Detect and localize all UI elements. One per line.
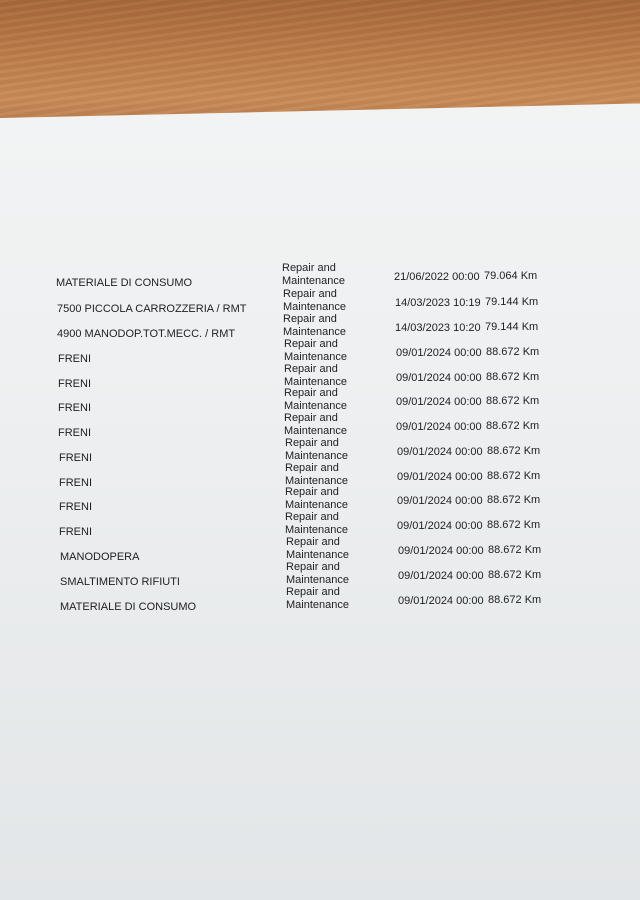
record-date: 14/03/2023 10:19 (395, 297, 481, 309)
record-mileage: 88.672 Km (487, 494, 541, 506)
record-category-line-2: Maintenance (286, 573, 349, 586)
record-category-line-2: Maintenance (283, 325, 346, 338)
record-description: FRENI (58, 402, 91, 414)
record-category (283, 313, 346, 338)
record-category-line-2: Maintenance (285, 523, 348, 536)
record-category-line-2: Maintenance (285, 498, 348, 511)
record-category-line-1: Repair and (286, 561, 340, 573)
record-category-line-1: Repair and (285, 511, 339, 523)
record-description: 4900 MANODOP.TOT.MECC. / RMT (57, 328, 236, 340)
record-mileage: 88.672 Km (486, 371, 540, 383)
record-mileage: 79.144 Km (485, 296, 539, 308)
record-date: 09/01/2024 00:00 (397, 520, 483, 532)
record-description: 7500 PICCOLA CARROZZERIA / RMT (57, 303, 247, 315)
record-mileage: 88.672 Km (487, 445, 541, 457)
record-mileage: 88.672 Km (486, 420, 540, 432)
record-mileage: 88.672 Km (488, 594, 542, 606)
record-date: 09/01/2024 00:00 (396, 396, 482, 408)
record-description: MATERIALE DI CONSUMO (56, 277, 193, 289)
record-category (286, 586, 349, 611)
record-category-line-2: Maintenance (284, 375, 347, 388)
record-date: 09/01/2024 00:00 (397, 446, 483, 458)
record-description: MANODOPERA (60, 551, 140, 563)
record-description: FRENI (58, 378, 91, 390)
record-category-line-2: Maintenance (284, 350, 347, 363)
record-mileage: 79.064 Km (484, 270, 538, 282)
record-category (284, 387, 347, 412)
record-category-line-2: Maintenance (286, 598, 349, 611)
record-date: 09/01/2024 00:00 (397, 495, 483, 507)
record-mileage: 88.672 Km (486, 395, 540, 407)
record-date: 09/01/2024 00:00 (396, 421, 482, 433)
record-date: 14/03/2023 10:20 (395, 322, 481, 334)
record-category-line-1: Repair and (285, 437, 339, 449)
record-category-line-1: Repair and (286, 586, 340, 598)
record-category-line-1: Repair and (283, 313, 337, 325)
record-category (284, 338, 347, 363)
record-category (285, 437, 348, 462)
record-date: 09/01/2024 00:00 (397, 471, 483, 483)
record-category-line-1: Repair and (284, 412, 338, 424)
record-category (282, 262, 345, 287)
record-mileage: 88.672 Km (487, 470, 541, 482)
record-category-line-2: Maintenance (285, 474, 348, 487)
record-date: 09/01/2024 00:00 (398, 595, 484, 607)
record-category (285, 486, 348, 511)
record-category-line-1: Repair and (286, 536, 340, 548)
record-description: FRENI (59, 477, 92, 489)
record-category-line-2: Maintenance (285, 449, 348, 462)
record-mileage: 88.672 Km (487, 519, 541, 531)
record-category-line-2: Maintenance (284, 399, 347, 412)
record-mileage: 88.672 Km (488, 544, 542, 556)
record-date: 09/01/2024 00:00 (398, 570, 484, 582)
record-category-line-1: Repair and (284, 338, 338, 350)
record-category-line-2: Maintenance (284, 424, 347, 437)
record-description: FRENI (59, 452, 92, 464)
record-category-line-2: Maintenance (286, 548, 349, 561)
record-description: FRENI (58, 353, 91, 365)
record-row (0, 586, 640, 616)
record-category (286, 536, 349, 561)
record-date: 09/01/2024 00:00 (396, 372, 482, 384)
record-category-line-1: Repair and (284, 363, 338, 375)
record-description: FRENI (58, 427, 91, 439)
record-date: 09/01/2024 00:00 (398, 545, 484, 557)
record-category (286, 561, 349, 586)
record-category (285, 462, 348, 487)
record-category-line-1: Repair and (282, 262, 336, 274)
record-category (285, 511, 348, 536)
record-category-line-2: Maintenance (282, 274, 345, 287)
record-category (284, 363, 347, 388)
record-date: 09/01/2024 00:00 (396, 347, 482, 359)
record-description: SMALTIMENTO RIFIUTI (60, 576, 180, 588)
record-mileage: 79.144 Km (485, 321, 539, 333)
record-description: MATERIALE DI CONSUMO (60, 601, 197, 613)
record-date: 21/06/2022 00:00 (394, 271, 480, 283)
record-category-line-1: Repair and (285, 462, 339, 474)
record-category (284, 412, 347, 437)
record-category-line-2: Maintenance (283, 300, 346, 313)
record-category-line-1: Repair and (283, 288, 337, 300)
record-category-line-1: Repair and (285, 486, 339, 498)
record-mileage: 88.672 Km (488, 569, 542, 581)
record-category-line-1: Repair and (284, 387, 338, 399)
record-category (283, 288, 346, 313)
record-description: FRENI (59, 501, 92, 513)
record-mileage: 88.672 Km (486, 346, 540, 358)
record-description: FRENI (59, 526, 92, 538)
